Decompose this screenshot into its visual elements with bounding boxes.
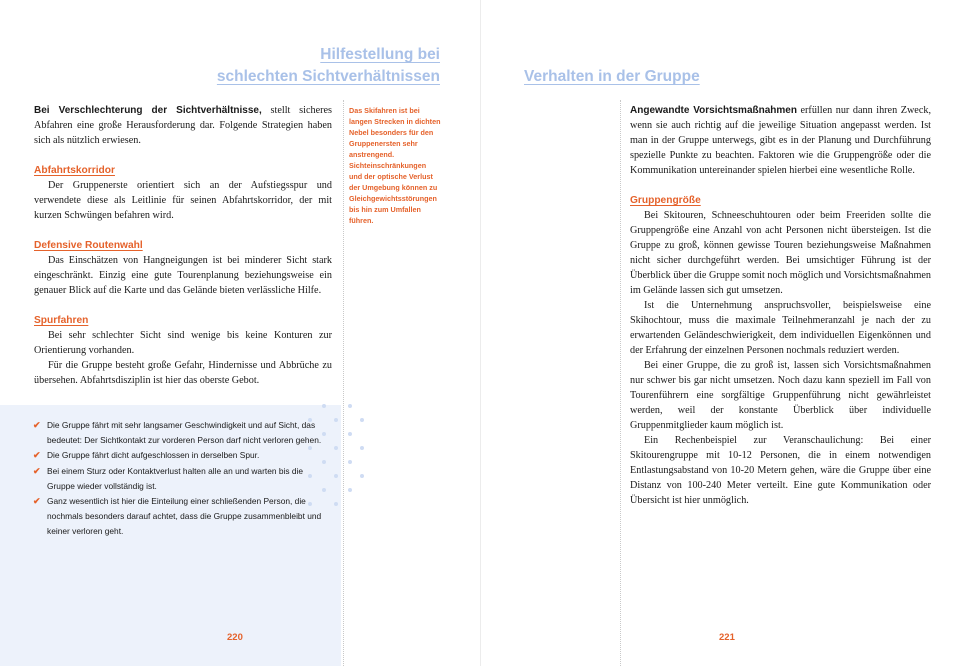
section-paragraph: Bei Skitouren, Schneeschuhtouren oder beim Freeriden sollte die Gruppengröße eine Anzahl von acht Personen nicht übersteigen. Ist die Gruppe zu groß, können gewisse Touren beziehungsweise Maßnahmen nicht sicher durchgeführt werden. Bei umsichtiger Führung ist der Überblick über die Gruppe somit noch möglich und Vorsichtsmaßnahmen im Gelände lassen sich gut umsetzen. (630, 210, 931, 296)
checklist-item-text: Die Gruppe fährt dicht aufgeschlossen in derselben Spur. (47, 450, 260, 461)
section-paragraph: Für die Gruppe besteht große Gefahr, Hindernisse und Abbrüche zu übersehen. Abfahrtsdisziplin ist hier das oberste Gebot. (34, 360, 332, 386)
heading-line-2: schlechten Sichtverhältnissen (216, 68, 440, 85)
checklist-item (33, 448, 333, 463)
intro-paragraph (630, 103, 931, 178)
checklist (33, 418, 333, 540)
column-divider-right (620, 100, 621, 666)
column-divider-left (343, 100, 344, 666)
section-title-spurfahren: Spurfahren (34, 315, 89, 326)
checklist-item-text: Die Gruppe fährt mit sehr langsamer Geschwindigkeit und auf Sicht, das bedeutet: Der Sichtkontakt zur vorderen Person darf nicht verloren gehen. (47, 420, 322, 446)
left-page-heading (200, 44, 440, 88)
section-paragraph: Der Gruppenerste orientiert sich an der Aufstiegsspur und verwendete diese als Leitlinie für seinen Abfahrtskorridor, der mit kurzen Schwüngen befahren wird. (34, 180, 332, 221)
intro-lead: Angewandte Vorsichtsmaßnahmen (630, 105, 797, 116)
checklist-item (33, 418, 333, 448)
heading-line-1: Hilfestellung bei (320, 46, 440, 63)
checklist-item (33, 464, 333, 494)
right-page-heading: Verhalten in der Gruppe (524, 68, 700, 85)
checkmark-icon: ✔ (33, 496, 41, 507)
intro-paragraph (34, 103, 332, 148)
section-title-defensive-routenwahl: Defensive Routenwahl (34, 240, 143, 251)
checklist-item (33, 494, 333, 540)
sidenote: Das Skifahren ist bei langen Strecken in dichten Nebel besonders für den Gruppenersten sehr anstrengend. Sichteinschränkungen und der optische Verlust der Umgebung können zu Gleichgewichtsstörungen bis hin zum Umfallen führen. (349, 106, 441, 225)
page-number-right: 221 (719, 632, 735, 643)
intro-rest: erfüllen nur dann ihren Zweck, wenn sie auch richtig auf die jeweilige Situation angepasst werden. Ist man in der Gruppe unterwegs, gibt es in der Planung und Durchführung spezielle Punkte zu beachten. Faktoren wie die Gruppengröße oder die Kommunikation untereinander spielen hierbei eine wesentliche Rolle. (630, 105, 931, 176)
section-paragraph: Bei sehr schlechter Sicht sind wenige bis keine Konturen zur Orientierung vorhanden. (34, 330, 332, 356)
intro-rest: stellt sicheres Abfahren eine große Herausforderung dar. Folgende Strategien haben sich als nützlich erwiesen. (34, 105, 332, 146)
section-paragraph: Bei einer Gruppe, die zu groß ist, lassen sich Vorsichtsmaßnahmen nur schwer bis gar nicht umsetzen. Noch dazu kann speziell im Fall von Tourenführern eine sorgfältige Gruppenführung nicht gewährleistet werden, weil der konstante Überblick über individuelle Gruppenmitglieder kaum möglich ist. (630, 360, 931, 431)
intro-lead: Bei Verschlechterung der Sichtverhältnisse, (34, 105, 262, 116)
section-title-abfahrtskorridor: Abfahrtskorridor (34, 165, 115, 176)
section-paragraph: Ist die Unternehmung anspruchsvoller, beispielsweise eine Skihochtour, muss die maximale Teilnehmeranzahl je nach der zu erwartenden Geländeschwierigkeit, dem individuellen Eigenkönnen und der Erfahrung der einzelnen Personen nochmals reduziert werden. (630, 300, 931, 356)
section-paragraph: Ein Rechenbeispiel zur Veranschaulichung: Bei einer Skitourengruppe mit 10-12 Personen, die in einem notwendigen Entlastungsabstand von 10-20 Metern gehen, wäre die Gruppe über eine Distanz von 100-240 Meter verteilt. Eine gute Kommunikation oder Übersicht ist hier unmöglich. (630, 435, 931, 506)
checkmark-icon: ✔ (33, 465, 41, 476)
checkmark-icon: ✔ (33, 420, 41, 430)
section-title-gruppengroesse: Gruppengröße (630, 195, 701, 206)
checklist-item-text: Ganz wesentlich ist hier die Einteilung einer schließenden Person, die nochmals besonders darauf achtet, dass die Gruppe zusammenbleibt und keiner verloren geht. (47, 496, 322, 537)
checkmark-icon: ✔ (33, 450, 41, 461)
right-body-text (630, 103, 931, 508)
left-body-text (34, 103, 332, 388)
page-gutter (480, 0, 481, 666)
section-paragraph: Das Einschätzen von Hangneigungen ist bei minderer Sicht stark eingeschränkt. Einzig eine gute Tourenplanung beziehungsweise ein genauer Blick auf die Karte und das Gelände bieten verlässliche Hilfe. (34, 255, 332, 296)
checklist-item-text: Bei einem Sturz oder Kontaktverlust halten alle an und warten bis die Gruppe wieder vollständig ist. (47, 465, 304, 491)
page-number-left: 220 (227, 632, 243, 643)
